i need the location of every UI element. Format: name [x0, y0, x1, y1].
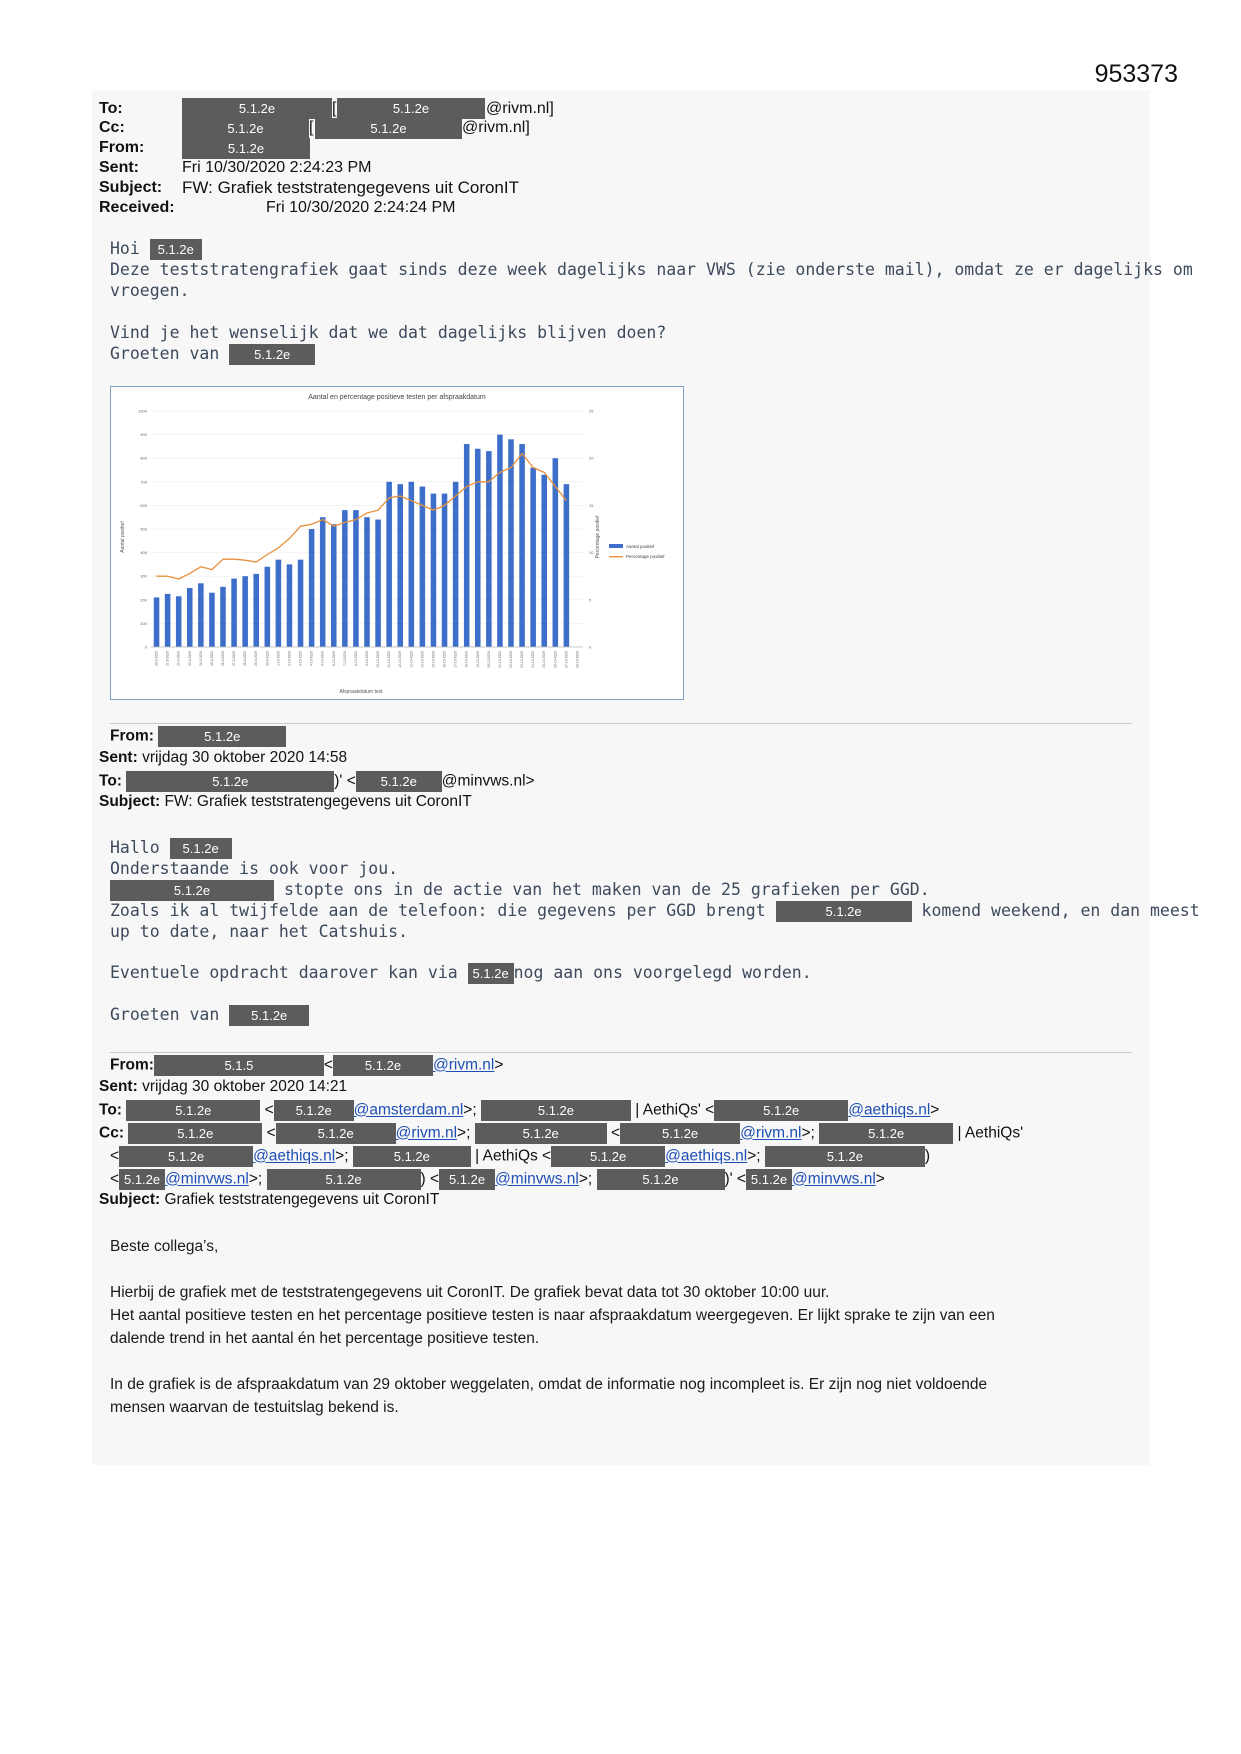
- chart-bar: [442, 494, 448, 647]
- msg2-from-label: From:: [110, 727, 154, 745]
- redaction: 5.1.2e: [119, 1146, 253, 1167]
- chart-bar: [431, 494, 437, 647]
- msg2-line1: Onderstaande is ook voor jou.: [110, 859, 399, 878]
- chart-bar: [165, 594, 171, 647]
- minvws-link[interactable]: @minvws.nl: [791, 1170, 876, 1188]
- y2-tick-label: 15: [589, 502, 594, 508]
- aethiqs-name: | AethiQs': [957, 1124, 1024, 1142]
- chart-bar: [253, 574, 259, 647]
- email-header-top: To: Cc: From: Sent: Subject: Received: 5.1.2e [ 5.1.2e @rivm.nl] 5.1.2e [ 5.1.2e @rivm.nl] 5.1.2e Fri 10/30/2020 2:24:23 PM FW: Grafiek teststratengegevens uit CoronIT Fri 10/30/2020 2:24:24 PM: [99, 100, 554, 216]
- x-tick-label: 6-10-2020: [331, 651, 336, 667]
- msg3-sent-label: Sent:: [99, 1078, 138, 1095]
- sent-label: Sent:: [99, 159, 139, 176]
- redaction: 5.1.2e: [126, 771, 334, 792]
- x-tick-label: 25-10-2020: [542, 651, 547, 668]
- chart-bar: [409, 482, 415, 647]
- msg3-from-label: From:: [110, 1056, 154, 1074]
- chart-bar: [298, 560, 304, 647]
- x-tick-label: 22-10-2020: [509, 651, 513, 668]
- y2-tick-label: 0: [589, 644, 592, 650]
- separator: [110, 1052, 1132, 1053]
- rivm-link[interactable]: @rivm.nl: [395, 1124, 458, 1142]
- y2-tick-label: 5: [589, 597, 592, 603]
- msg2-line5a: Eventuele opdracht daarover kan via: [110, 963, 458, 982]
- y-tick-label: 500: [140, 526, 147, 532]
- chart-bar: [187, 588, 193, 647]
- x-tick-label: 13-10-2020: [409, 651, 414, 668]
- redaction: 5.1.2e: [819, 1123, 953, 1144]
- amsterdam-link[interactable]: @amsterdam.nl: [353, 1101, 464, 1119]
- redaction: 5.1.2e: [182, 138, 310, 159]
- msg2-greeting-line: [110, 838, 232, 859]
- chart-legend: [609, 544, 665, 559]
- redaction: 5.1.2e: [158, 726, 286, 747]
- msg2-line3a: Zoals ik al twijfelde aan de telefoon: die gegevens per GGD brengt: [110, 901, 766, 920]
- msg3-greeting: Beste collega’s,: [110, 1238, 219, 1255]
- x-tick-label: 29-9-2020: [254, 651, 259, 667]
- msg1-greeting: Hoi: [110, 239, 140, 258]
- x-tick-label: 24-10-2020: [531, 651, 536, 668]
- y2-tick-label: 25: [589, 408, 594, 414]
- msg2-line2: stopte ons in de actie van het maken van de 25 grafieken per GGD.: [283, 880, 930, 899]
- chart-bar: [519, 444, 525, 647]
- y-tick-label: 700: [140, 479, 147, 485]
- chart-bar: [309, 529, 315, 647]
- msg2-subject-label: Subject:: [99, 793, 161, 810]
- redaction: 5.1.2e: [475, 1123, 607, 1144]
- legend-swatch-bar: [609, 544, 623, 548]
- redaction: 5.1.2e: [126, 1100, 260, 1121]
- x-tick-label: 27-10-2020: [564, 651, 569, 668]
- aethiqs-link[interactable]: @aethiqs.nl: [848, 1101, 931, 1119]
- chart-bar: [198, 583, 204, 647]
- msg2-sent-line: [99, 749, 347, 767]
- aethiqs-name: | AethiQs <: [475, 1147, 552, 1165]
- msg3-cc-line1: Cc: 5.1.2e < 5.1.2e @rivm.nl>; 5.1.2e < 5.1.2e @rivm.nl>; 5.1.2e | AethiQs': [99, 1123, 1023, 1144]
- x-tick-label: 2-10-2020: [287, 651, 292, 667]
- y-tick-label: 200: [140, 597, 147, 603]
- chart-bar: [397, 484, 403, 647]
- received-value: Fri 10/30/2020 2:24:24 PM: [266, 199, 456, 216]
- chart-bar: [209, 593, 215, 647]
- y-tick-label: 400: [140, 550, 147, 556]
- x-tick-label: 19-10-2020: [475, 651, 480, 668]
- chart-bar: [342, 510, 348, 647]
- chart-bar: [287, 564, 293, 647]
- aethiqs-link[interactable]: @aethiqs.nl: [253, 1147, 336, 1165]
- msg1-line1: Deze teststratengrafiek gaat sinds deze week dagelijks naar VWS (zie onderste mail), omdat ze er dagelijks om: [110, 260, 1193, 279]
- msg3-p2b: dalende trend in het aantal én het percentage positieve testen.: [110, 1330, 540, 1347]
- x-tick-label: 30-9-2020: [265, 651, 270, 667]
- from-label: From:: [99, 139, 145, 156]
- x-tick-label: 14-10-2020: [420, 651, 425, 668]
- x-tick-label: 18-10-2020: [464, 651, 469, 668]
- x-tick-label: 5-10-2020: [320, 651, 325, 667]
- msg3-from-line: From: 5.1.5 < 5.1.2e @rivm.nl>: [110, 1055, 503, 1076]
- redaction: 5.1.2e: [333, 1055, 433, 1076]
- redaction: 5.1.2e: [119, 1169, 165, 1190]
- redaction: 5.1.2e: [110, 880, 274, 901]
- separator: [110, 723, 1132, 724]
- chart-bar: [154, 597, 160, 647]
- x-tick-label: 15-10-2020: [431, 651, 436, 668]
- redaction: 5.1.2e: [597, 1169, 725, 1190]
- chart-bar: [420, 487, 426, 647]
- chart-bar: [386, 482, 392, 647]
- redaction: 5.1.2e: [714, 1100, 848, 1121]
- msg3-to-line: To: 5.1.2e < 5.1.2e @amsterdam.nl>; 5.1.2e | AethiQs' < 5.1.2e @aethiqs.nl>: [99, 1100, 939, 1121]
- x-tick-label: 10-10-2020: [376, 651, 381, 668]
- msg3-p2a: Het aantal positieve testen en het percentage positieve testen is naar afspraakdatum weergegeven. Er lijkt sprake te zijn van een: [110, 1307, 995, 1324]
- msg1-line3: Vind je het wenselijk dat we dat dagelijks blijven doen?: [110, 323, 667, 342]
- x-tick-label: 7-10-2020: [342, 651, 347, 667]
- msg3-sent-value: vrijdag 30 oktober 2020 14:21: [142, 1078, 348, 1095]
- rivm-link[interactable]: @rivm.nl: [432, 1056, 495, 1074]
- msg3-cc-label: Cc:: [99, 1124, 124, 1142]
- chart-bar: [564, 484, 570, 647]
- x-tick-label: 20-9-2020: [154, 651, 159, 667]
- to-label: To:: [99, 100, 123, 117]
- x-tick-label: 26-10-2020: [553, 651, 558, 668]
- x-tick-label: 23-10-2020: [520, 651, 525, 668]
- msg3-subject-line: [99, 1191, 439, 1209]
- y-tick-label: 0: [144, 644, 147, 650]
- chart-bar: [541, 475, 547, 647]
- x-tick-label: 25-9-2020: [209, 651, 214, 667]
- x-tick-label: 12-10-2020: [398, 651, 403, 668]
- msg1-signoff: Groeten van: [110, 344, 220, 363]
- legend-swatch-line: [609, 556, 623, 557]
- redaction: 5.1.2e: [551, 1146, 665, 1167]
- msg3-p3a: In de grafiek is de afspraakdatum van 29 oktober weggelaten, omdat de informatie nog incompleet is. Er zijn nog niet voldoende: [110, 1376, 988, 1393]
- chart-bar: [276, 560, 282, 647]
- x-tick-label: 16-10-2020: [442, 651, 447, 668]
- x-tick-label: 22-9-2020: [176, 651, 181, 667]
- x-tick-label: 24-9-2020: [198, 651, 203, 667]
- msg3-cc-line3: < 5.1.2e @minvws.nl>; 5.1.2e ) < 5.1.2e @minvws.nl>; 5.1.2e )' < 5.1.2e @minvws.nl>: [110, 1169, 885, 1190]
- y-tick-label: 1000: [138, 408, 147, 414]
- msg1-greeting-line: [110, 239, 202, 260]
- minvws-link[interactable]: @minvws.nl: [165, 1170, 249, 1188]
- redaction: 5.1.2e: [337, 98, 485, 119]
- chart-series-line: [157, 454, 567, 580]
- msg2-line3-row: [110, 901, 1200, 922]
- msg2-line5b: nog aan ons voorgelegd worden.: [513, 963, 812, 982]
- x-tick-label: 28-10-2020: [575, 651, 580, 668]
- legend-line-label: Percentage positief: [626, 554, 665, 559]
- chart-bar: [375, 520, 381, 647]
- received-label: Received:: [99, 199, 175, 216]
- msg3-to-label: To:: [99, 1101, 122, 1119]
- redaction: 5.1.2e: [468, 963, 514, 984]
- document-number: 953373: [1094, 60, 1178, 88]
- redaction: 5.1.2e: [274, 1100, 354, 1121]
- x-tick-label: 26-9-2020: [221, 651, 225, 667]
- msg3-p1: Hierbij de grafiek met de teststratengegevens uit CoronIT. De grafiek bevat data tot 30 oktober 10:00 uur.: [110, 1284, 830, 1301]
- x-tick-label: 28-9-2020: [243, 651, 248, 667]
- msg2-sent-value: vrijdag 30 oktober 2020 14:58: [142, 749, 348, 766]
- chart-bar: [176, 596, 182, 647]
- chart-bar: [464, 444, 470, 647]
- y-tick-label: 300: [140, 573, 147, 579]
- msg2-line4: up to date, naar het Catshuis.: [110, 922, 409, 941]
- redaction: 5.1.2e: [229, 1005, 309, 1026]
- chart-bar: [320, 517, 326, 647]
- redaction: 5.1.2e: [170, 838, 232, 859]
- msg2-greeting: Hallo: [110, 838, 160, 857]
- redaction: 5.1.2e: [746, 1169, 792, 1190]
- legend-bar-label: Aantal positief: [626, 544, 655, 549]
- chart-xlabel: Afspraakdatum test: [339, 689, 383, 695]
- chart-bar: [265, 567, 271, 647]
- redaction: 5.1.2e: [229, 344, 315, 365]
- subject-label: Subject:: [99, 179, 163, 196]
- chart-bar: [364, 517, 370, 647]
- msg3-subject-value: Grafiek teststratengegevens uit CoronIT: [164, 1191, 440, 1208]
- msg1-line4: [110, 344, 315, 365]
- redaction: 5.1.2e: [776, 901, 912, 922]
- chart-bar: [242, 576, 248, 647]
- rivm-link[interactable]: @rivm.nl: [740, 1124, 802, 1142]
- chart-bar: [497, 435, 503, 647]
- x-tick-label: 11-10-2020: [387, 651, 392, 668]
- msg2-signoff: Groeten van: [110, 1005, 220, 1024]
- chart-bar: [530, 468, 536, 647]
- redaction: 5.1.2e: [182, 98, 332, 119]
- chart-bar: [220, 587, 226, 647]
- to-domain: @rivm.nl]: [486, 100, 554, 117]
- y2-tick-label: 20: [589, 455, 594, 461]
- x-tick-label: 20-10-2020: [486, 651, 491, 668]
- msg2-to-label: To:: [99, 772, 122, 790]
- msg2-line6-row: [110, 1005, 309, 1026]
- redaction: 5.1.5: [154, 1055, 324, 1076]
- sent-value: Fri 10/30/2020 2:24:23 PM: [182, 159, 372, 176]
- msg2-sent-label: Sent:: [99, 749, 138, 766]
- msg3-cc-line2: < 5.1.2e @aethiqs.nl>; 5.1.2e | AethiQs < 5.1.2e @aethiqs.nl>; 5.1.2e ): [110, 1146, 930, 1167]
- redaction: 5.1.2e: [356, 771, 442, 792]
- chart-bar: [231, 579, 237, 647]
- msg2-subject-value: FW: Grafiek teststratengegevens uit CoronIT: [164, 793, 472, 810]
- aethiqs-name: | AethiQs' <: [635, 1101, 715, 1119]
- redaction: 5.1.2e: [150, 239, 202, 260]
- x-tick-label: 17-10-2020: [453, 651, 458, 668]
- y2-tick-label: 10: [589, 550, 594, 556]
- msg2-to-line: [99, 771, 535, 792]
- msg3-subject-label: Subject:: [99, 1191, 161, 1208]
- cc-domain: @rivm.nl]: [462, 119, 530, 136]
- msg2-subject-line: [99, 793, 472, 811]
- y-tick-label: 800: [140, 455, 147, 461]
- chart-bar: [331, 524, 337, 647]
- msg3-sent-line: [99, 1078, 347, 1096]
- x-tick-label: 27-9-2020: [232, 651, 237, 667]
- redaction: 5.1.2e: [182, 118, 309, 139]
- redaction: 5.1.2e: [353, 1146, 471, 1167]
- redaction: 5.1.2e: [315, 118, 462, 139]
- redaction: 5.1.2e: [620, 1123, 740, 1144]
- chart-y2label: Percentage positief: [595, 515, 601, 559]
- x-tick-label: 3-10-2020: [298, 651, 303, 667]
- aethiqs-link[interactable]: @aethiqs.nl: [665, 1147, 748, 1165]
- x-tick-label: 9-10-2020: [365, 651, 369, 667]
- msg2-from-line: [110, 726, 286, 747]
- chart-frame: [110, 386, 684, 700]
- chart-ylabel: Aantal positief: [120, 521, 126, 553]
- chart-bar: [353, 510, 359, 647]
- redaction: 5.1.2e: [439, 1169, 495, 1190]
- positive-tests-chart: [111, 387, 683, 699]
- redaction: 5.1.2e: [765, 1146, 925, 1167]
- minvws-link[interactable]: @minvws.nl: [495, 1170, 579, 1188]
- x-tick-label: 8-10-2020: [353, 651, 358, 667]
- msg2-to-sep: )' <: [334, 772, 356, 790]
- chart-title: Aantal en percentage positieve testen per afspraakdatum: [308, 394, 486, 401]
- msg1-line2: vroegen.: [110, 281, 190, 300]
- x-tick-label: 1-10-2020: [276, 651, 281, 667]
- msg2-line5-row: [110, 963, 812, 984]
- x-tick-label: 21-10-2020: [497, 651, 502, 668]
- y-tick-label: 900: [140, 432, 147, 438]
- cc-label: Cc:: [99, 119, 125, 136]
- redaction: 5.1.2e: [481, 1100, 631, 1121]
- msg2-line3b: komend weekend, en dan meest: [921, 901, 1200, 920]
- x-tick-label: 23-9-2020: [187, 651, 192, 667]
- msg3-p3b: mensen waarvan de testuitslag bekend is.: [110, 1399, 399, 1416]
- chart-bar: [453, 482, 459, 647]
- subject-value: FW: Grafiek teststratengegevens uit CoronIT: [182, 178, 519, 197]
- chart-bar: [508, 439, 514, 647]
- redaction: 5.1.2e: [276, 1123, 396, 1144]
- redaction: 5.1.2e: [267, 1169, 421, 1190]
- msg2-line2-row: [110, 880, 930, 901]
- msg2-to-domain: @minvws.nl>: [441, 772, 535, 790]
- x-tick-label: 4-10-2020: [309, 651, 314, 667]
- y-tick-label: 600: [140, 502, 147, 508]
- redaction: 5.1.2e: [128, 1123, 262, 1144]
- x-tick-label: 21-9-2020: [165, 651, 170, 667]
- chart-bar: [475, 449, 481, 647]
- y-tick-label: 100: [140, 620, 147, 626]
